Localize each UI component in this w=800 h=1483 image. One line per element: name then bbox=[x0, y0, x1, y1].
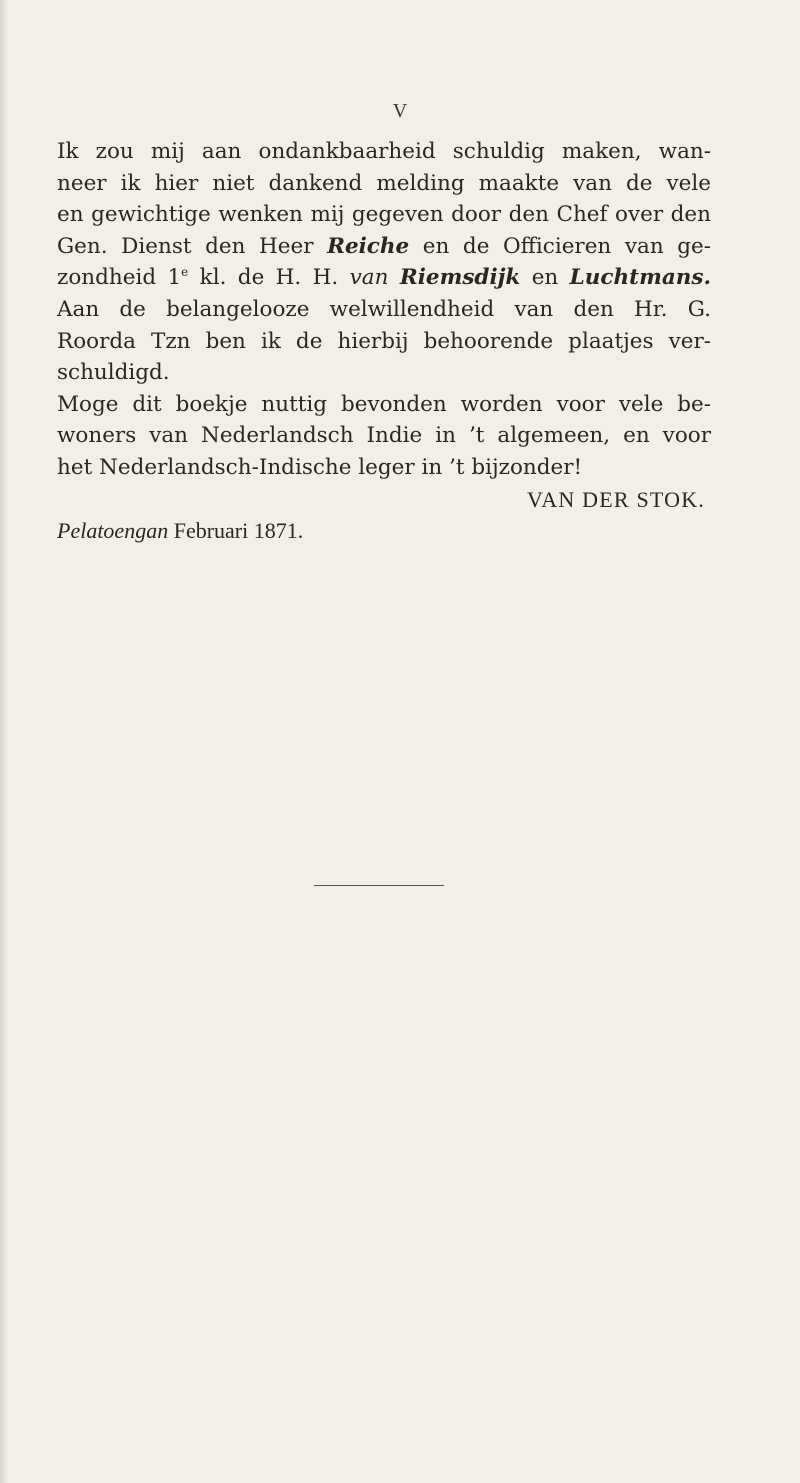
place-name: Pelatoengan bbox=[57, 518, 169, 544]
paragraph-1-line-3: en gewichtige wenken mij gegeven door den Chef over den bbox=[57, 202, 711, 228]
line-5-space bbox=[388, 265, 399, 290]
signature-name: VAN DER STOK. bbox=[527, 486, 705, 512]
paragraph-1-line-7: Roorda Tzn ben ik de hierbij behoorende plaatjes ver- bbox=[57, 328, 711, 354]
paragraph-1-line-5 bbox=[57, 262, 711, 294]
word-en: en bbox=[520, 265, 570, 291]
page-edge bbox=[0, 0, 8, 1483]
word-van: van bbox=[349, 265, 389, 291]
line-5-text-mid: kl. de H. H. bbox=[188, 265, 350, 291]
divider-rule bbox=[314, 885, 444, 886]
paragraph-2-line-3: het Nederlandsch-Indische leger in ’t bijzonder! bbox=[57, 454, 583, 480]
name-reiche: Reiche bbox=[327, 233, 410, 259]
paragraph-2-line-2: woners van Nederlandsch Indie in ’t algemeen, en voor bbox=[57, 423, 711, 449]
line-4-text-pre: Gen. Dienst den Heer bbox=[57, 233, 328, 259]
paragraph-2-line-1: Moge dit boekje nuttig bevonden worden voor vele be- bbox=[57, 391, 711, 417]
page-number: V bbox=[392, 100, 408, 122]
body-text bbox=[57, 136, 711, 547]
paragraph-1-line-2: neer ik hier niet dankend melding maakte van de vele bbox=[57, 170, 711, 196]
place-date bbox=[57, 515, 711, 547]
paragraph-1-line-1: Ik zou mij aan ondankbaarheid schuldig maken, wan- bbox=[57, 139, 711, 164]
name-luchtmans: Luchtmans. bbox=[569, 265, 711, 291]
paragraph-1-line-8: schuldigd. bbox=[57, 360, 170, 386]
date-text: Februari 1871. bbox=[168, 518, 304, 544]
line-5-text-pre: zondheid 1 bbox=[57, 265, 182, 291]
superscript-e: e bbox=[181, 265, 189, 280]
paragraph-1-line-4 bbox=[57, 231, 711, 263]
name-riemsdijk: Riemsdijk bbox=[399, 265, 521, 291]
line-4-text-post: en de Officieren van ge- bbox=[409, 233, 711, 259]
paragraph-1-line-6: Aan de belangelooze welwillendheid van den Hr. G. bbox=[57, 296, 711, 322]
